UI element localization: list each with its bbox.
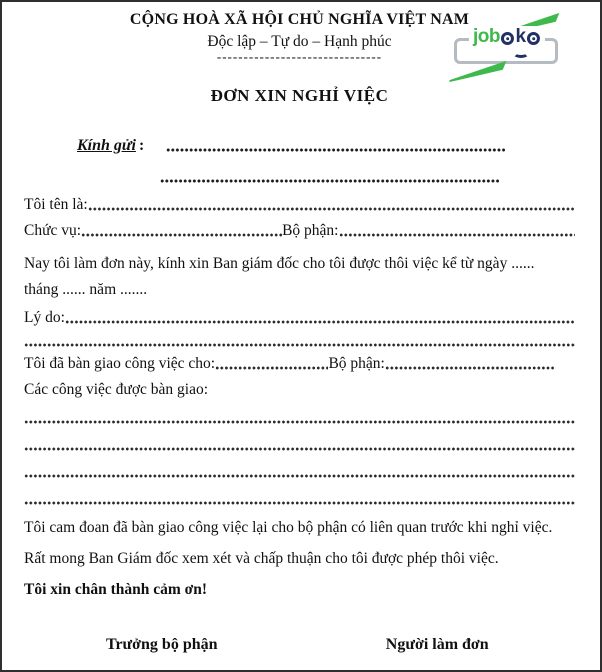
handover-spacer: [554, 353, 575, 375]
signature-section: [24, 634, 575, 656]
joboko-logo: [448, 12, 566, 80]
recipient-label: Kính gửi: [77, 137, 136, 154]
tasks-field-line-3: [24, 466, 575, 482]
approval-request-statement: Rất mong Ban Giám đốc xem xét và chấp thuận cho tôi được phép thôi việc.: [24, 550, 499, 567]
position-label: Chức vụ:: [24, 222, 82, 239]
position-field: [81, 220, 282, 242]
recipient-row: [24, 135, 575, 157]
reason-row: [24, 307, 575, 329]
request-line-1: Nay tôi làm đơn này, kính xin Ban giám đốc cho tôi được thôi việc kể từ ngày ......: [24, 255, 535, 272]
reason-field-line-2: [24, 335, 575, 351]
page-title: ĐƠN XIN NGHỈ VIỆC: [210, 86, 389, 105]
thanks-statement: Tôi xin chân thành cảm ơn!: [24, 581, 207, 598]
commitment-statement: Tôi cam đoan đã bàn giao công việc lại cho bộ phận có liên quan trước khi nghỉ việc.: [24, 519, 553, 536]
logo-smile-icon: [513, 49, 529, 58]
header-divider: -------------------------------: [216, 49, 383, 64]
national-title: CỘNG HOÀ XÃ HỘI CHỦ NGHĨA VIỆT NAM: [129, 11, 470, 28]
logo-eye-icon: [527, 32, 540, 45]
logo-swoosh-bottom-icon: [448, 61, 509, 82]
tasks-field-line-4: [24, 493, 575, 509]
logo-text-k: k: [515, 26, 526, 47]
tasks-field-line-2: [24, 439, 575, 455]
recipient-field-line-2: [160, 166, 500, 188]
request-paragraph: [24, 251, 575, 303]
handover-label: Tôi đã bàn giao công việc cho:: [24, 355, 216, 372]
full-name-row: [24, 194, 575, 216]
recipient-field-line-1: [166, 135, 506, 157]
signature-left-label: Trưởng bộ phận: [105, 636, 218, 653]
handover-department-field: [385, 353, 554, 375]
logo-eye-icon: [501, 32, 514, 45]
tasks-label: Các công việc được bàn giao:: [24, 381, 209, 398]
handover-person-field: [215, 353, 328, 375]
full-name-label: Tôi tên là:: [24, 196, 88, 213]
recipient-colon: :: [138, 137, 145, 154]
reason-label: Lý do:: [24, 309, 65, 326]
signature-right-label: Người làm đơn: [385, 636, 489, 653]
tasks-row: [24, 379, 575, 401]
handover-department-label: Bộ phận:: [328, 355, 385, 372]
position-department-row: [24, 220, 575, 242]
logo-text-job: job: [472, 26, 500, 47]
tasks-field-line-1: [24, 412, 575, 428]
recipient-gap: [144, 135, 166, 157]
handover-row: [24, 353, 575, 375]
request-line-2: tháng ...... năm .......: [24, 281, 148, 298]
department-field: [339, 220, 576, 242]
reason-field: [65, 307, 575, 329]
national-motto: Độc lập – Tự do – Hạnh phúc: [207, 33, 392, 50]
full-name-field: [88, 194, 575, 216]
department-label: Bộ phận:: [282, 222, 339, 239]
logo-wordmark: [469, 26, 545, 48]
